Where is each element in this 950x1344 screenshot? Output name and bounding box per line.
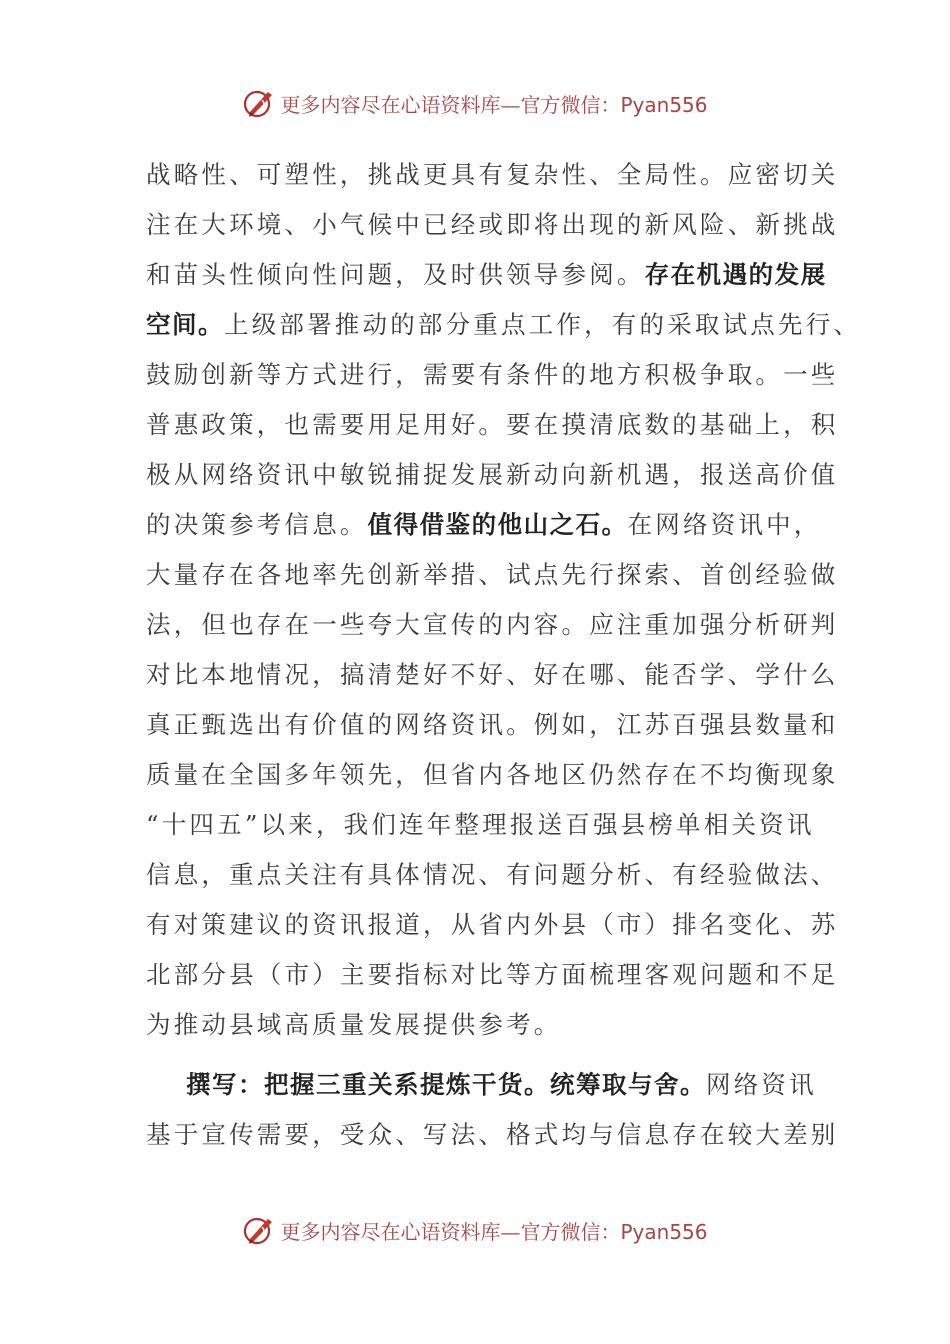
text-line: 信息，重点关注有具体情况、有问题分析、有经验做法、 bbox=[146, 860, 839, 889]
text-line: 注在大环境、小气候中已经或即将出现的新风险、新挑战 bbox=[146, 210, 839, 239]
text-line: 法，但也存在一些夸大宣传的内容。应注重加强分析研判 bbox=[146, 610, 839, 639]
text-line: 普惠政策，也需要用足用好。要在摸清底数的基础上，积 bbox=[146, 410, 839, 439]
text-line: 对比本地情况，搞清楚好不好、好在哪、能否学、学什么 bbox=[146, 660, 839, 689]
text-line: 战略性、可塑性，挑战更具有复杂性、全局性。应密切关 bbox=[146, 160, 839, 189]
bold-phrase: 撰写：把握三重关系提炼干货。统筹取与舍。 bbox=[186, 1070, 706, 1099]
bold-phrase: 存在机遇的发展 bbox=[644, 260, 827, 289]
text-line: 和苗头性倾向性问题，及时供领导参阅。存在机遇的发展 bbox=[146, 260, 827, 289]
footer-banner bbox=[0, 1210, 950, 1250]
bold-phrase: 空间。 bbox=[146, 310, 224, 339]
text-line: 大量存在各地率先创新举措、试点先行探索、首创经验做 bbox=[146, 560, 839, 589]
text-line: 基于宣传需要，受众、写法、格式均与信息存在较大差别 bbox=[146, 1120, 839, 1149]
banner-text: 更多内容尽在心语资料库—官方微信：Pyan556 bbox=[280, 92, 708, 117]
bold-phrase: 值得借鉴的他山之石。 bbox=[367, 510, 628, 539]
wechat-id: Pyan556 bbox=[620, 92, 708, 117]
document-body bbox=[146, 150, 862, 1160]
text-line: 有对策建议的资讯报道，从省内外县（市）排名变化、苏 bbox=[146, 910, 839, 939]
banner-text: 更多内容尽在心语资料库—官方微信：Pyan556 bbox=[280, 1219, 708, 1244]
text-line: 鼓励创新等方式进行，需要有条件的地方积极争取。一些 bbox=[146, 360, 839, 389]
wechat-id: Pyan556 bbox=[620, 1219, 708, 1244]
pen-circle-icon bbox=[242, 1213, 276, 1247]
pen-circle-icon bbox=[242, 86, 276, 120]
text-line: 空间。上级部署推动的部分重点工作，有的采取试点先行、 bbox=[146, 310, 862, 339]
header-banner bbox=[0, 83, 950, 123]
text-line: 撰写：把握三重关系提炼干货。统筹取与舍。网络资讯 bbox=[186, 1070, 817, 1099]
text-line: 真正甄选出有价值的网络资讯。例如，江苏百强县数量和 bbox=[146, 710, 839, 739]
text-line: 质量在全国多年领先，但省内各地区仍然存在不均衡现象 bbox=[146, 760, 839, 789]
text-line: 极从网络资讯中敏锐捕捉发展新动向新机遇，报送高价值 bbox=[146, 460, 839, 489]
text-line: 为推动县域高质量发展提供参考。 bbox=[146, 1010, 562, 1039]
text-line: 北部分县（市）主要指标对比等方面梳理客观问题和不足 bbox=[146, 960, 839, 989]
text-line: “十四五”以来，我们连年整理报送百强县榜单相关资讯 bbox=[146, 810, 815, 839]
text-line: 的决策参考信息。值得借鉴的他山之石。在网络资讯中， bbox=[146, 510, 822, 539]
